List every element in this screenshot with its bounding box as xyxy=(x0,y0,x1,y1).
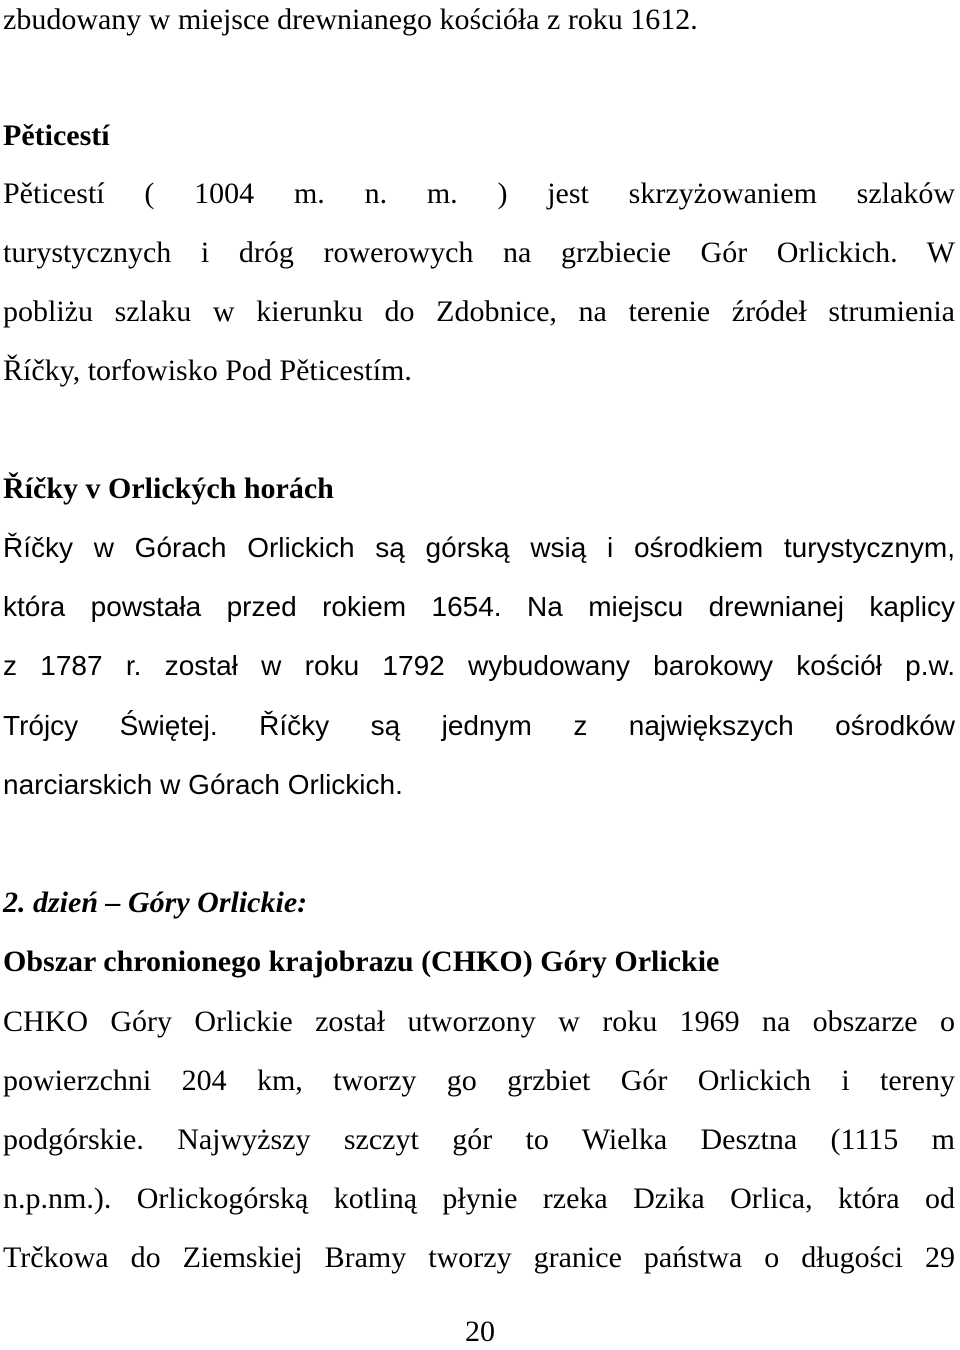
section-heading-ricky: Říčky v Orlických horách xyxy=(3,472,334,505)
paragraph-line: Říčky w Górach Orlickich są górską wsią i ośrodkiem turystycznym, xyxy=(3,532,955,563)
paragraph-line: pobliżu szlaku w kierunku do Zdobnice, na terenie źródeł strumienia xyxy=(3,295,955,328)
paragraph-line: podgórskie. Najwyższy szczyt gór to Wielka Desztna (1115 m xyxy=(3,1123,955,1156)
paragraph-line: Trčkowa do Ziemskiej Bramy tworzy granice państwa o długości 29 xyxy=(3,1241,955,1274)
intro-line: zbudowany w miejsce drewnianego kościóła z roku 1612. xyxy=(3,3,698,36)
page-number: 20 xyxy=(465,1315,495,1348)
section-heading-peticesti: Pěticestí xyxy=(3,119,110,152)
paragraph-line: CHKO Góry Orlickie został utworzony w roku 1969 na obszarze o xyxy=(3,1005,955,1038)
paragraph-line: która powstała przed rokiem 1654. Na miejscu drewnianej kaplicy xyxy=(3,591,955,622)
section-heading-chko: Obszar chronionego krajobrazu (CHKO) Góry Orlickie xyxy=(3,945,720,978)
paragraph-line: z 1787 r. został w roku 1792 wybudowany barokowy kościół p.w. xyxy=(3,650,955,681)
paragraph-line: narciarskich w Górach Orlickich. xyxy=(3,769,403,800)
paragraph-line: turystycznych i dróg rowerowych na grzbiecie Gór Orlickich. W xyxy=(3,236,955,269)
paragraph-line: Trójcy Świętej. Říčky są jednym z największych ośrodków xyxy=(3,710,955,741)
day-heading: 2. dzień – Góry Orlickie: xyxy=(3,886,308,919)
paragraph-line: Pěticestí ( 1004 m. n. m. ) jest skrzyżowaniem szlaków xyxy=(3,177,955,210)
paragraph-line: n.p.nm.). Orlickogórską kotliną płynie rzeka Dzika Orlica, która od xyxy=(3,1182,955,1215)
paragraph-line: powierzchni 204 km, tworzy go grzbiet Gór Orlickich i tereny xyxy=(3,1064,955,1097)
paragraph-line: Říčky, torfowisko Pod Pěticestím. xyxy=(3,354,412,387)
